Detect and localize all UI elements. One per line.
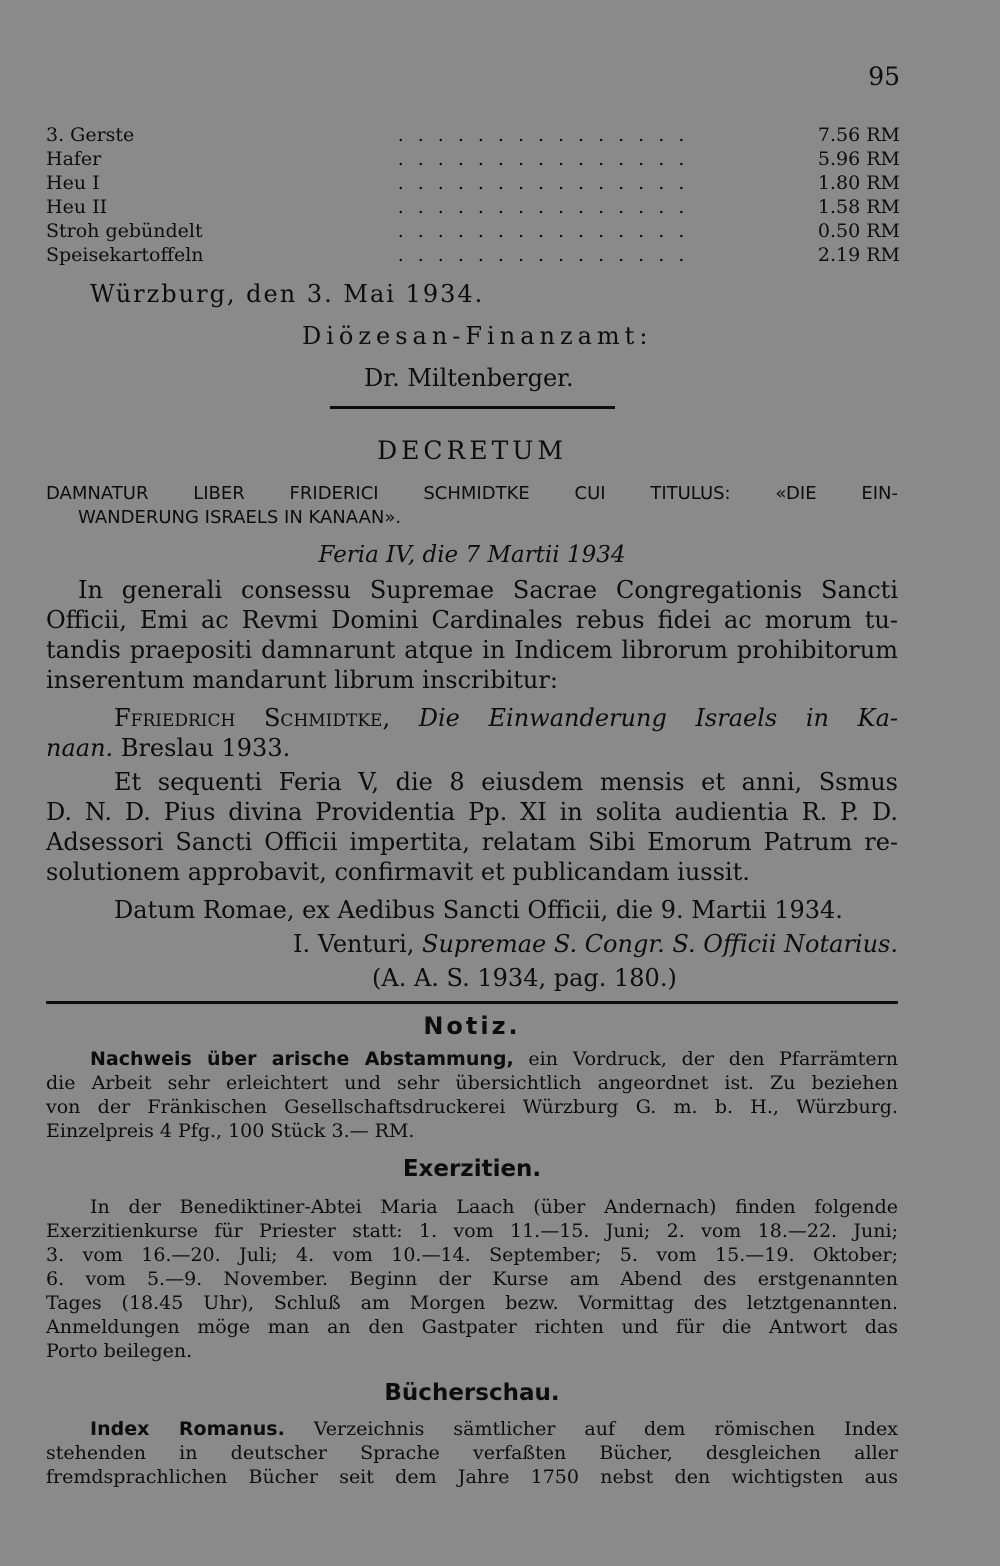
signature-name: I. Venturi, [292,930,415,958]
body-line: inserentum mandarunt librum inscribitur: [46,666,558,694]
divider [330,406,615,409]
buecherschau-heading: Bücherschau. [384,1380,560,1406]
divider [46,1001,898,1004]
signature-title: Supremae S. Congr. S. Officii Notarius. [422,930,898,958]
book-reference-line [46,734,290,762]
price-item-name: Heu II [46,196,108,218]
signature-line [293,930,898,958]
notiz-line [90,1048,898,1070]
notiz-lead: Nachweis über arische Abstammung, [90,1048,514,1070]
decretum-heading: DECRETUM [377,436,567,465]
price-value: 2.19 RM [817,244,900,266]
dateline: Würzburg, den 3. Mai 1934. [90,280,485,308]
exerzitien-line: Tages (18.45 Uhr), Schluß am Morgen bezw. Vormittag des letztgenannten. [46,1292,898,1314]
price-item-name: 3. Gerste [46,124,135,146]
price-row [46,148,900,170]
exerzitien-line: Anmeldungen möge man an den Gastpater richten und für die Antwort das [46,1316,898,1338]
price-value: 1.58 RM [817,196,900,218]
buecherschau-line: stehenden in deutscher Sprache verfaßten Bücher, desgleichen aller [46,1442,898,1464]
price-item-name: Hafer [46,148,102,170]
decretum-subtitle-line: WANDERUNG ISRAELS IN KANAAN». [78,507,402,528]
book-title-continued: naan. [46,734,114,762]
body-line: In generali consessu Supremae Sacrae Congregationis Sancti [78,576,898,604]
notiz-line: die Arbeit sehr erleichtert und sehr übersichtlich angeordnet ist. Zu beziehen [46,1072,898,1094]
book-title: Die Einwanderung Israels in Ka- [418,704,898,732]
price-value: 5.96 RM [817,148,900,170]
buecherschau-lead: Index Romanus. [90,1418,285,1440]
leader-dots: ............... [397,148,699,170]
price-value: 1.80 RM [817,172,900,194]
buecherschau-text: Verzeichnis sämtlicher auf dem römischen Index [313,1418,898,1440]
source-citation: (A. A. S. 1934, pag. 180.) [372,964,677,992]
exerzitien-heading: Exerzitien. [402,1156,542,1182]
notiz-line: Einzelpreis 4 Pfg., 100 Stück 3.— RM. [46,1120,415,1142]
body-line: tandis praepositi damnarunt atque in Indicem librorum prohibitorum [46,636,898,664]
price-row [46,124,900,146]
notiz-heading: Notiz. [423,1012,521,1040]
price-row [46,172,900,194]
signer: Dr. Miltenberger. [364,364,574,392]
decretum-subtitle-line: DAMNATUR LIBER FRIDERICI SCHMIDTKE CUI TITULUS: «DIE EIN- [46,483,898,504]
decretum-date: Feria IV, die 7 Martii 1934 [318,542,626,568]
price-item-name: Speisekartoffeln [46,244,204,266]
exerzitien-line: Porto beilegen. [46,1340,193,1362]
notiz-text: ein Vordruck, der den Pfarrämtern [528,1048,898,1070]
leader-dots: ............... [397,196,699,218]
leader-dots: ............... [397,172,699,194]
exerzitien-line: Exerzitienkurse für Priester statt: 1. vom 11.—15. Juni; 2. vom 18.—22. Juni; [46,1220,898,1242]
exerzitien-line: In der Benediktiner-Abtei Maria Laach (über Andernach) finden folgende [90,1196,898,1218]
body-line: Et sequenti Feria V, die 8 eiusdem mensis et anni, Ssmus [114,768,898,796]
price-item-name: Stroh gebündelt [46,220,203,242]
leader-dots: ............... [397,244,699,266]
book-author: Ffriedrich Schmidtke, [114,704,391,732]
notiz-line: von der Fränkischen Gesellschaftsdruckerei Würzburg G. m. b. H., Würzburg. [46,1096,898,1118]
office-name: Diözesan-Finanzamt: [302,322,653,350]
buecherschau-line [90,1418,898,1440]
page-number: 95 [868,62,900,91]
price-row [46,196,900,218]
body-line: Officii, Emi ac Revmi Domini Cardinales rebus fidei ac morum tu- [46,606,898,634]
price-item-name: Heu I [46,172,100,194]
leader-dots: ............... [397,220,699,242]
datum-line: Datum Romae, ex Aedibus Sancti Officii, die 9. Martii 1934. [114,896,843,924]
book-reference-line [114,704,898,732]
book-place: Breslau 1933. [120,734,291,762]
price-row [46,244,900,266]
price-row [46,220,900,242]
exerzitien-line: 6. vom 5.—9. November. Beginn der Kurse am Abend des erstgenannten [46,1268,898,1290]
leader-dots: ............... [397,124,699,146]
price-value: 0.50 RM [817,220,900,242]
exerzitien-line: 3. vom 16.—20. Juli; 4. vom 10.—14. September; 5. vom 15.—19. Oktober; [46,1244,898,1266]
body-line: solutionem approbavit, confirmavit et publicandam iussit. [46,858,750,886]
price-value: 7.56 RM [817,124,900,146]
body-line: D. N. D. Pius divina Providentia Pp. XI in solita audientia R. P. D. [46,798,898,826]
body-line: Adsessori Sancti Officii impertita, relatam Sibi Emorum Patrum re- [46,828,898,856]
buecherschau-line: fremdsprachlichen Bücher seit dem Jahre 1750 nebst den wichtigsten aus [46,1466,898,1488]
